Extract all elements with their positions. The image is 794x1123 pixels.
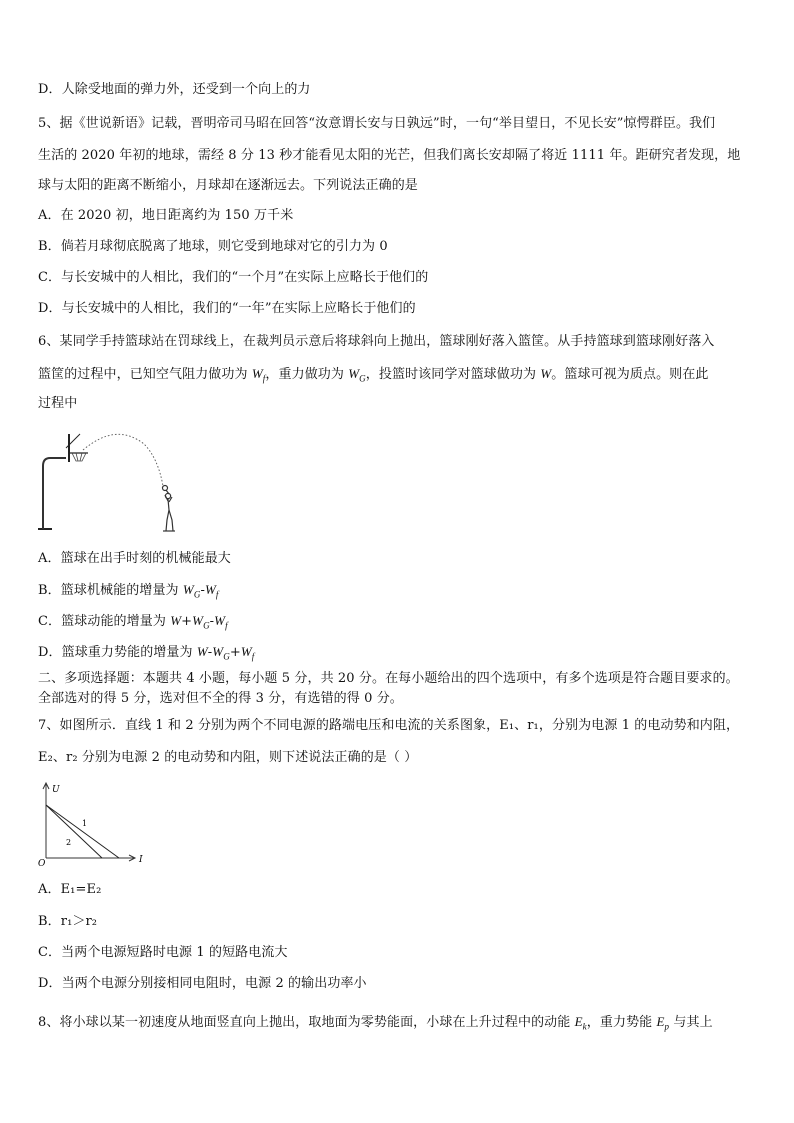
minus-sign: -: [209, 614, 215, 629]
sub-g: G: [223, 651, 230, 662]
q8-stem-line-1: [38, 1012, 760, 1037]
q7-option-d: D．当两个电源分别接相同电阻时，电源 2 的输出功率小: [38, 976, 367, 991]
sub-f: f: [215, 589, 219, 600]
var-w-letter: W: [212, 644, 224, 659]
basketball-shot-figure: [36, 428, 196, 534]
var-wg: [212, 644, 230, 662]
var-w: W: [170, 613, 182, 628]
hoop-net: [72, 453, 86, 461]
var-wf: [251, 366, 266, 384]
sub-f: f: [225, 620, 228, 631]
q5-stem-line-2: 生活的 2020 年初的地球，需经 8 分 13 秒才能看见太阳的光芒，但我们离长安却隔了将近 1111 年。距研究者发现，地: [38, 148, 741, 163]
ui-graph-figure: [36, 780, 148, 866]
q6-stem-text: ，投篮时该同学对篮球做功为: [365, 367, 541, 382]
var-w-letter: W: [192, 613, 204, 628]
var-w: W: [196, 644, 208, 659]
q6-stem-text: 。篮球可视为质点。则在此: [551, 367, 709, 382]
var-wf: [240, 644, 255, 662]
player-figure: [163, 486, 176, 532]
minus-sign: -: [207, 645, 213, 660]
q8-stem-text: ，重力势能: [586, 1015, 657, 1030]
q5-option-b: B．倘若月球彻底脱离了地球，则它受到地球对它的引力为 0: [38, 239, 388, 254]
q4-option-d: D．人除受地面的弹力外，还受到一个向上的力: [38, 82, 311, 97]
q6-option-c: [38, 611, 760, 636]
hoop-pole: [43, 458, 66, 529]
q6-stem-line-3: 过程中: [38, 396, 78, 411]
q7-option-b: B．r₁＞r₂: [38, 914, 98, 929]
var-w-letter: W: [251, 366, 263, 381]
sub-g: G: [203, 620, 210, 631]
q6-option-a: A．篮球在出手时刻的机械能最大: [38, 551, 231, 566]
var-w-letter: W: [182, 582, 194, 597]
q6-stem-text: ，重力做功为: [265, 367, 349, 382]
var-wf: [214, 613, 228, 631]
plus-sign: +: [229, 645, 241, 660]
i-axis-label: I: [139, 855, 143, 865]
var-w-letter: W: [214, 613, 226, 628]
q5-option-c: C．与长安城中的人相比，我们的“一个月”在实际上应略长于他们的: [38, 270, 429, 285]
var-wg: [348, 366, 366, 384]
q6-stem-line-2: [38, 364, 760, 389]
var-wf: [204, 582, 219, 600]
sub-g: G: [359, 373, 366, 384]
q6-option-d-text: D．篮球重力势能的增量为: [38, 645, 197, 660]
var-e-letter: E: [656, 1014, 665, 1029]
sub-f: f: [262, 373, 266, 384]
q6-option-b: [38, 580, 760, 605]
q5-stem-line-1: 5、据《世说新语》记载，晋明帝司马昭在回答“汝意谓长安与日孰远”时，一句“举目望日，不见长安”惊愕群臣。我们: [38, 116, 716, 131]
q6-option-b-text: B．篮球机械能的增量为: [38, 583, 183, 598]
line-2: [46, 805, 102, 858]
section2-instructions-line-2: 全部选对的得 5 分，选对但不全的得 3 分，有选错的得 0 分。: [38, 691, 403, 706]
var-ep: [656, 1014, 670, 1032]
var-wg: [182, 582, 201, 600]
origin-label: O: [38, 859, 46, 866]
line-1-label: 1: [82, 819, 88, 828]
q5-stem-line-3: 球与太阳的距离不断缩小，月球却在逐渐远去。下列说法正确的是: [38, 178, 418, 193]
q6-stem-line-1: 6、某同学手持篮球站在罚球线上，在裁判员示意后将球斜向上抛出，篮球刚好落入篮筐。从手持篮球到篮球刚好落入: [38, 334, 715, 349]
var-w: W: [540, 366, 552, 381]
var-w-letter: W: [204, 582, 216, 597]
q5-option-a: A．在 2020 初，地日距离约为 150 万千米: [38, 208, 294, 223]
sub-k: k: [582, 1021, 587, 1032]
q6-option-d: [38, 642, 760, 667]
ball-trajectory: [83, 434, 163, 486]
minus-sign: -: [200, 583, 205, 598]
var-w-letter: W: [240, 644, 252, 659]
u-axis-label: U: [52, 785, 60, 795]
line-1: [46, 805, 119, 858]
plus-sign: +: [181, 614, 193, 629]
q6-option-c-text: C．篮球动能的增量为: [38, 614, 171, 629]
q7-stem-line-2: E₂、r₂ 分别为电源 2 的电动势和内阻，则下述说法正确的是（ ）: [38, 750, 418, 765]
line-2-label: 2: [66, 838, 72, 847]
q6-stem-text: 篮筐的过程中，已知空气阻力做功为: [38, 367, 252, 382]
q7-option-a: A．E₁=E₂: [38, 882, 102, 897]
q7-stem-line-1: 7、如图所示．直线 1 和 2 分别为两个不同电源的路端电压和电流的关系图象，E₁、r₁，分别为电源 1 的电动势和内阻，: [38, 718, 740, 733]
var-w-letter: W: [348, 366, 360, 381]
var-ek: [574, 1014, 587, 1032]
sub-g: G: [193, 589, 201, 600]
section2-instructions-line-1: 二、多项选择题：本题共 4 小题，每小题 5 分，共 20 分。在每小题给出的四个选项中，有多个选项是符合题目要求的。: [38, 671, 739, 686]
sub-f: f: [251, 651, 255, 662]
q7-option-c: C．当两个电源短路时电源 1 的短路电流大: [38, 945, 288, 960]
var-wg: [192, 613, 210, 631]
q8-stem-text: 与其上: [669, 1015, 713, 1030]
q8-stem-text: 8、将小球以某一初速度从地面竖直向上抛出，取地面为零势能面，小球在上升过程中的动能: [38, 1015, 575, 1030]
var-e-letter: E: [574, 1014, 583, 1029]
sub-p: p: [664, 1021, 670, 1032]
q5-option-d: D．与长安城中的人相比，我们的“一年”在实际上应略长于他们的: [38, 301, 416, 316]
